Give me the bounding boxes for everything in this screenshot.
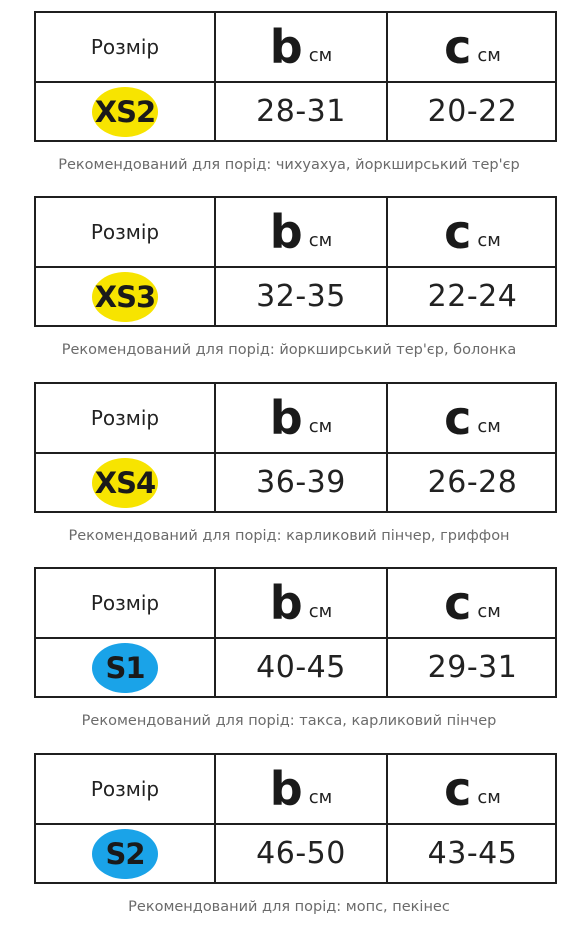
b-header: b: [269, 576, 303, 630]
breed-recommendation: Рекомендований для порід: такса, карликовий пінчер: [81, 713, 497, 729]
b-unit: см: [308, 229, 333, 251]
c-range: 29-31: [427, 650, 518, 685]
b-unit: см: [308, 786, 333, 808]
size-value: XS3: [94, 279, 156, 314]
c-header: c: [444, 762, 472, 816]
breed-recommendation: Рекомендований для порід: карликовий пінчер, гриффон: [68, 528, 510, 544]
size-badge: [92, 272, 158, 322]
b-range: 40-45: [256, 650, 346, 685]
c-unit: см: [477, 415, 501, 437]
c-header: c: [444, 205, 472, 259]
size-value: S2: [105, 836, 145, 871]
c-range: 22-24: [427, 279, 518, 314]
breed-recommendation: Рекомендований для порід: мопс, пекінес: [128, 899, 450, 915]
b-header: b: [269, 391, 303, 445]
c-unit: см: [477, 786, 501, 808]
c-unit: см: [477, 229, 501, 251]
size-badge: [92, 829, 158, 879]
size-table: [34, 382, 557, 513]
breed-recommendation: Рекомендований для порід: чихуахуа, йоркширський тер'єр: [58, 157, 520, 173]
b-range: 32-35: [256, 279, 346, 314]
b-range: 28-31: [256, 94, 346, 129]
c-range: 43-45: [427, 836, 518, 871]
b-header: b: [269, 205, 303, 259]
c-range: 20-22: [427, 94, 518, 129]
b-unit: см: [308, 44, 333, 66]
size-table: [34, 753, 557, 884]
size-table: [34, 567, 557, 698]
b-range: 46-50: [256, 836, 346, 871]
size-table: [34, 11, 557, 142]
size-header: Розмір: [90, 406, 160, 430]
size-header: Розмір: [90, 35, 160, 59]
b-unit: см: [308, 415, 333, 437]
c-header: c: [444, 391, 472, 445]
b-unit: см: [308, 600, 333, 622]
size-table: [34, 196, 557, 327]
size-header: Розмір: [90, 220, 160, 244]
size-header: Розмір: [90, 777, 160, 801]
size-badge: [92, 87, 158, 137]
size-badge: [92, 458, 158, 508]
c-unit: см: [477, 600, 501, 622]
size-header: Розмір: [90, 591, 160, 615]
size-badge: [92, 643, 158, 693]
c-header: c: [444, 20, 472, 74]
c-unit: см: [477, 44, 501, 66]
b-range: 36-39: [256, 465, 346, 500]
size-value: S1: [105, 650, 145, 685]
size-value: XS2: [94, 94, 156, 129]
size-value: XS4: [94, 465, 156, 500]
b-header: b: [269, 762, 303, 816]
breed-recommendation: Рекомендований для порід: йоркширський тер'єр, болонка: [61, 342, 517, 358]
c-range: 26-28: [427, 465, 518, 500]
c-header: c: [444, 576, 472, 630]
b-header: b: [269, 20, 303, 74]
